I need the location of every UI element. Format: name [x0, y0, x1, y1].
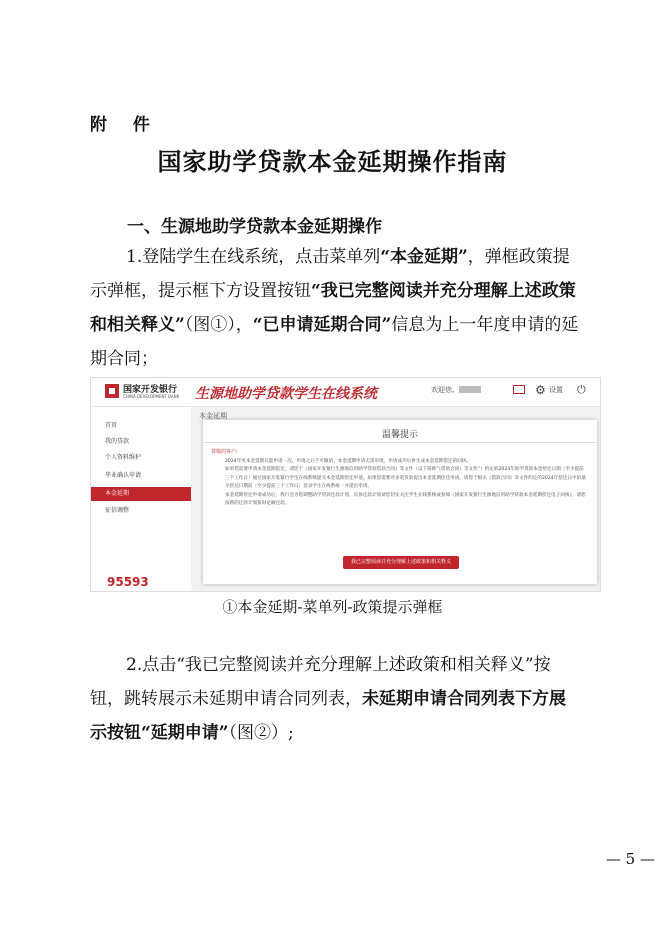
- policy-modal: [203, 420, 597, 584]
- bank-logo-icon: [105, 384, 119, 398]
- step1-text-1: 1.登陆学生在线系统，点击菜单列: [126, 247, 381, 267]
- bank-name-cn: 国家开发银行: [123, 385, 178, 395]
- modal-paragraph: 本金延期偿还申请成功后，我行会为您调整助学贷款还款计划，具体还款计划请您切实关注学生在线系统或参阅《国家开发银行生源地信用助学贷款本金延期偿还电子回执》，请您按新的还款计划按时足额还款。: [225, 492, 586, 507]
- sidebar-item-profile[interactable]: 个人资料维护: [105, 454, 142, 461]
- step1-bold-3: “已申请延期合同”: [252, 315, 392, 335]
- figure-caption: ①本金延期-菜单列-政策提示弹框: [222, 598, 443, 616]
- modal-title: 温馨提示: [381, 430, 418, 440]
- document-title: 国家助学贷款本金延期操作指南: [157, 147, 508, 176]
- modal-paragraph: 2024年度本金延期仅能申请一次，申请之后不可撤销。本金延期申请无需审批，申请成功后将生成本金延期借还的回执。: [225, 459, 471, 464]
- hotline-number: 95593: [107, 575, 149, 589]
- system-screenshot: [90, 377, 601, 592]
- sidebar-item-my-loans[interactable]: 我的贷款: [105, 438, 130, 445]
- modal-divider: [203, 442, 597, 443]
- sidebar-item-principal-deferral[interactable]: 本金延期: [91, 487, 191, 501]
- breadcrumb: 本金延期: [199, 412, 227, 420]
- settings-link[interactable]: 设置: [549, 386, 563, 394]
- modal-paragraph: 如果您需要申请本金延期借还，请您于《国家开发银行生源地信用助学贷款借款合同》等文件（以下简称“《借款合同》等文件”）约定的2024年助学贷款本金偿还日期（至少提前三个工作日）通过国家开发银行学生在线系统提交本金延期偿还申请。如果您需要对多笔贷款提出本金延期偿还申请，请您于相关《借款合同》等文件约定的2024年偿还日中的最早偿还日期前（至少提前三个工作日）登录学生在线系统一并提出申请。: [225, 467, 586, 490]
- step-1-paragraph: [90, 240, 582, 376]
- welcome-text: 欢迎您,: [431, 386, 455, 394]
- modal-greeting: 尊敬的客户:: [211, 449, 238, 455]
- page-number: — 5 —: [605, 850, 655, 868]
- modal-body: [225, 458, 587, 508]
- step2-text-2: （图②）;: [228, 723, 294, 743]
- agree-button[interactable]: 我已完整阅读并充分理解上述政策和相关释义: [343, 556, 459, 569]
- section-heading: 一、生源地助学贷款本金延期操作: [127, 217, 382, 237]
- screenshot-header: [91, 378, 601, 407]
- power-icon[interactable]: ⏻: [577, 383, 586, 396]
- sidebar-item-credit-adjust[interactable]: 征信调整: [105, 507, 130, 514]
- mail-icon[interactable]: [513, 385, 525, 394]
- system-name: 生源地助学贷款学生在线系统: [195, 386, 377, 402]
- step1-bold-1: “本金延期”: [380, 247, 468, 267]
- sidebar-item-home[interactable]: 首页: [105, 422, 118, 429]
- username-redacted: [459, 386, 481, 393]
- step2-text-1: 2.点击“我已完整阅读并充分理解上述政策和相关释义”按钮，跳转展示未延期申请合同列表，: [90, 655, 551, 709]
- sidebar-item-graduation[interactable]: 毕业确认申请: [105, 472, 142, 479]
- step2-bold-1: 未延期申请合同列表下方展示按钮: [90, 689, 566, 743]
- bank-name-en: CHINA DEVELOPMENT BANK: [123, 394, 180, 399]
- step1-text-2: ，弹框政策提示弹框，提示框下方设置按钮: [90, 247, 570, 301]
- step-2-paragraph: [90, 648, 582, 750]
- sidebar: [91, 407, 191, 592]
- gear-icon[interactable]: ⚙: [535, 383, 546, 397]
- step1-text-3: （图①），: [184, 315, 253, 335]
- step2-bold-2: “延期申请”: [141, 723, 229, 743]
- step1-text-4: 信息为上一年度申请的延期合同；: [90, 315, 579, 369]
- step1-bold-2: “我已完整阅读并充分理解上述政策和相关释义”: [90, 281, 576, 335]
- annex-label: 附 件: [90, 115, 160, 135]
